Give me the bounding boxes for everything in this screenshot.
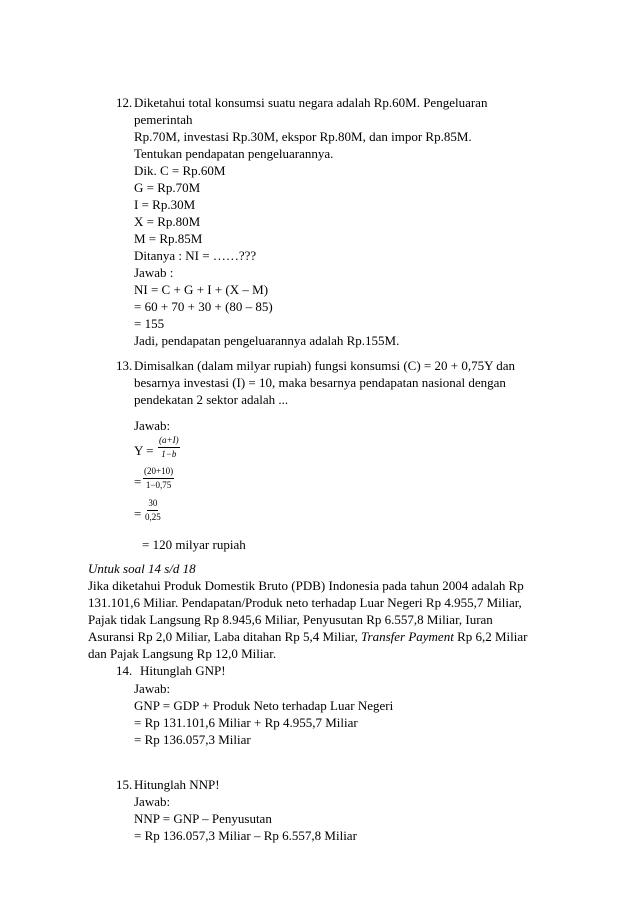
- q13-line: pendekatan 2 sektor adalah ...: [134, 392, 289, 407]
- intro-text: Asuransi Rp 2,0 Miliar, Laba ditahan Rp 5,4 Miliar,: [88, 629, 361, 644]
- intro-line: Pajak tidak Langsung Rp 8.945,6 Miliar, Penyusutan Rp 6.557,8 Miliar, Iuran: [88, 612, 493, 627]
- q14-line: = Rp 136.057,3 Miliar: [134, 732, 251, 747]
- q13-jawab: Jawab:: [134, 418, 171, 433]
- q13-line: besarnya investasi (I) = 10, maka besarnya pendapatan nasional dengan: [134, 375, 506, 390]
- fraction-denominator: 1−0,75: [145, 480, 172, 490]
- equals-sign: =: [134, 474, 142, 489]
- q13-number: 13.: [116, 358, 133, 373]
- q13-line: Dimisalkan (dalam milyar rupiah) fungsi konsumsi (C) = 20 + 0,75Y dan: [134, 358, 516, 373]
- fraction-denominator: 1−b: [161, 449, 177, 459]
- q12-line: Rp.70M, investasi Rp.30M, ekspor Rp.80M, dan impor Rp.85M.: [134, 129, 472, 144]
- equals-sign: =: [134, 506, 142, 521]
- fraction-numerator: (a+I): [158, 435, 180, 448]
- q14-line: Jawab:: [134, 681, 171, 696]
- q12-line: pemerintah: [134, 112, 193, 127]
- q15-line: NNP = GNP – Penyusutan: [134, 811, 272, 826]
- section-heading: Untuk soal 14 s/d 18: [88, 561, 196, 576]
- q13-result: = 120 milyar rupiah: [142, 537, 246, 552]
- intro-text: Rp 6,2 Miliar: [453, 629, 528, 644]
- q12-line: Ditanya : NI = ……???: [134, 248, 257, 263]
- formula-fraction: [143, 466, 174, 491]
- q14-line: = Rp 131.101,6 Miliar + Rp 4.955,7 Miliar: [134, 715, 358, 730]
- q12-line: NI = C + G + I + (X – M): [134, 282, 269, 297]
- formula-fraction: [145, 498, 161, 523]
- q15-title: Hitunglah NNP!: [134, 777, 220, 792]
- q12-line: Dik. C = Rp.60M: [134, 163, 226, 178]
- q12-line: Jadi, pendapatan pengeluarannya adalah Rp.155M.: [134, 333, 400, 348]
- fraction-numerator: 30: [147, 498, 158, 511]
- q14-title: Hitunglah GNP!: [140, 663, 226, 678]
- q12-line: Diketahui total konsumsi suatu negara adalah Rp.60M. Pengeluaran: [134, 95, 488, 110]
- fraction-denominator: 0,25: [145, 512, 161, 522]
- intro-line: Jika diketahui Produk Domestik Bruto (PDB) Indonesia pada tahun 2004 adalah Rp: [88, 578, 524, 593]
- q15-number: 15.: [116, 777, 133, 792]
- q15-line: = Rp 136.057,3 Miliar – Rp 6.557,8 Miliar: [134, 828, 357, 843]
- q14-number: 14.: [116, 663, 133, 678]
- intro-line: dan Pajak Langsung Rp 12,0 Miliar.: [88, 646, 277, 661]
- q12-line: Tentukan pendapatan pengeluarannya.: [134, 146, 334, 161]
- q12-line: G = Rp.70M: [134, 180, 201, 195]
- q12-line: X = Rp.80M: [134, 214, 201, 229]
- intro-emphasis: Transfer Payment: [361, 629, 454, 644]
- q12-line: = 60 + 70 + 30 + (80 – 85): [134, 299, 273, 314]
- fraction-numerator: (20+10): [143, 466, 174, 479]
- q12-line: I = Rp.30M: [134, 197, 196, 212]
- q12-line: Jawab :: [134, 265, 174, 280]
- q15-line: Jawab:: [134, 794, 171, 809]
- intro-line: 131.101,6 Miliar. Pendapatan/Produk neto terhadap Luar Negeri Rp 4.955,7 Miliar,: [88, 595, 522, 610]
- q12-line: = 155: [134, 316, 165, 331]
- formula-fraction: [158, 435, 180, 460]
- formula-y-label: Y =: [134, 443, 154, 458]
- q12-line: M = Rp.85M: [134, 231, 203, 246]
- intro-line: [88, 629, 527, 645]
- q12-number: 12.: [116, 95, 133, 110]
- q14-line: GNP = GDP + Produk Neto terhadap Luar Negeri: [134, 698, 394, 713]
